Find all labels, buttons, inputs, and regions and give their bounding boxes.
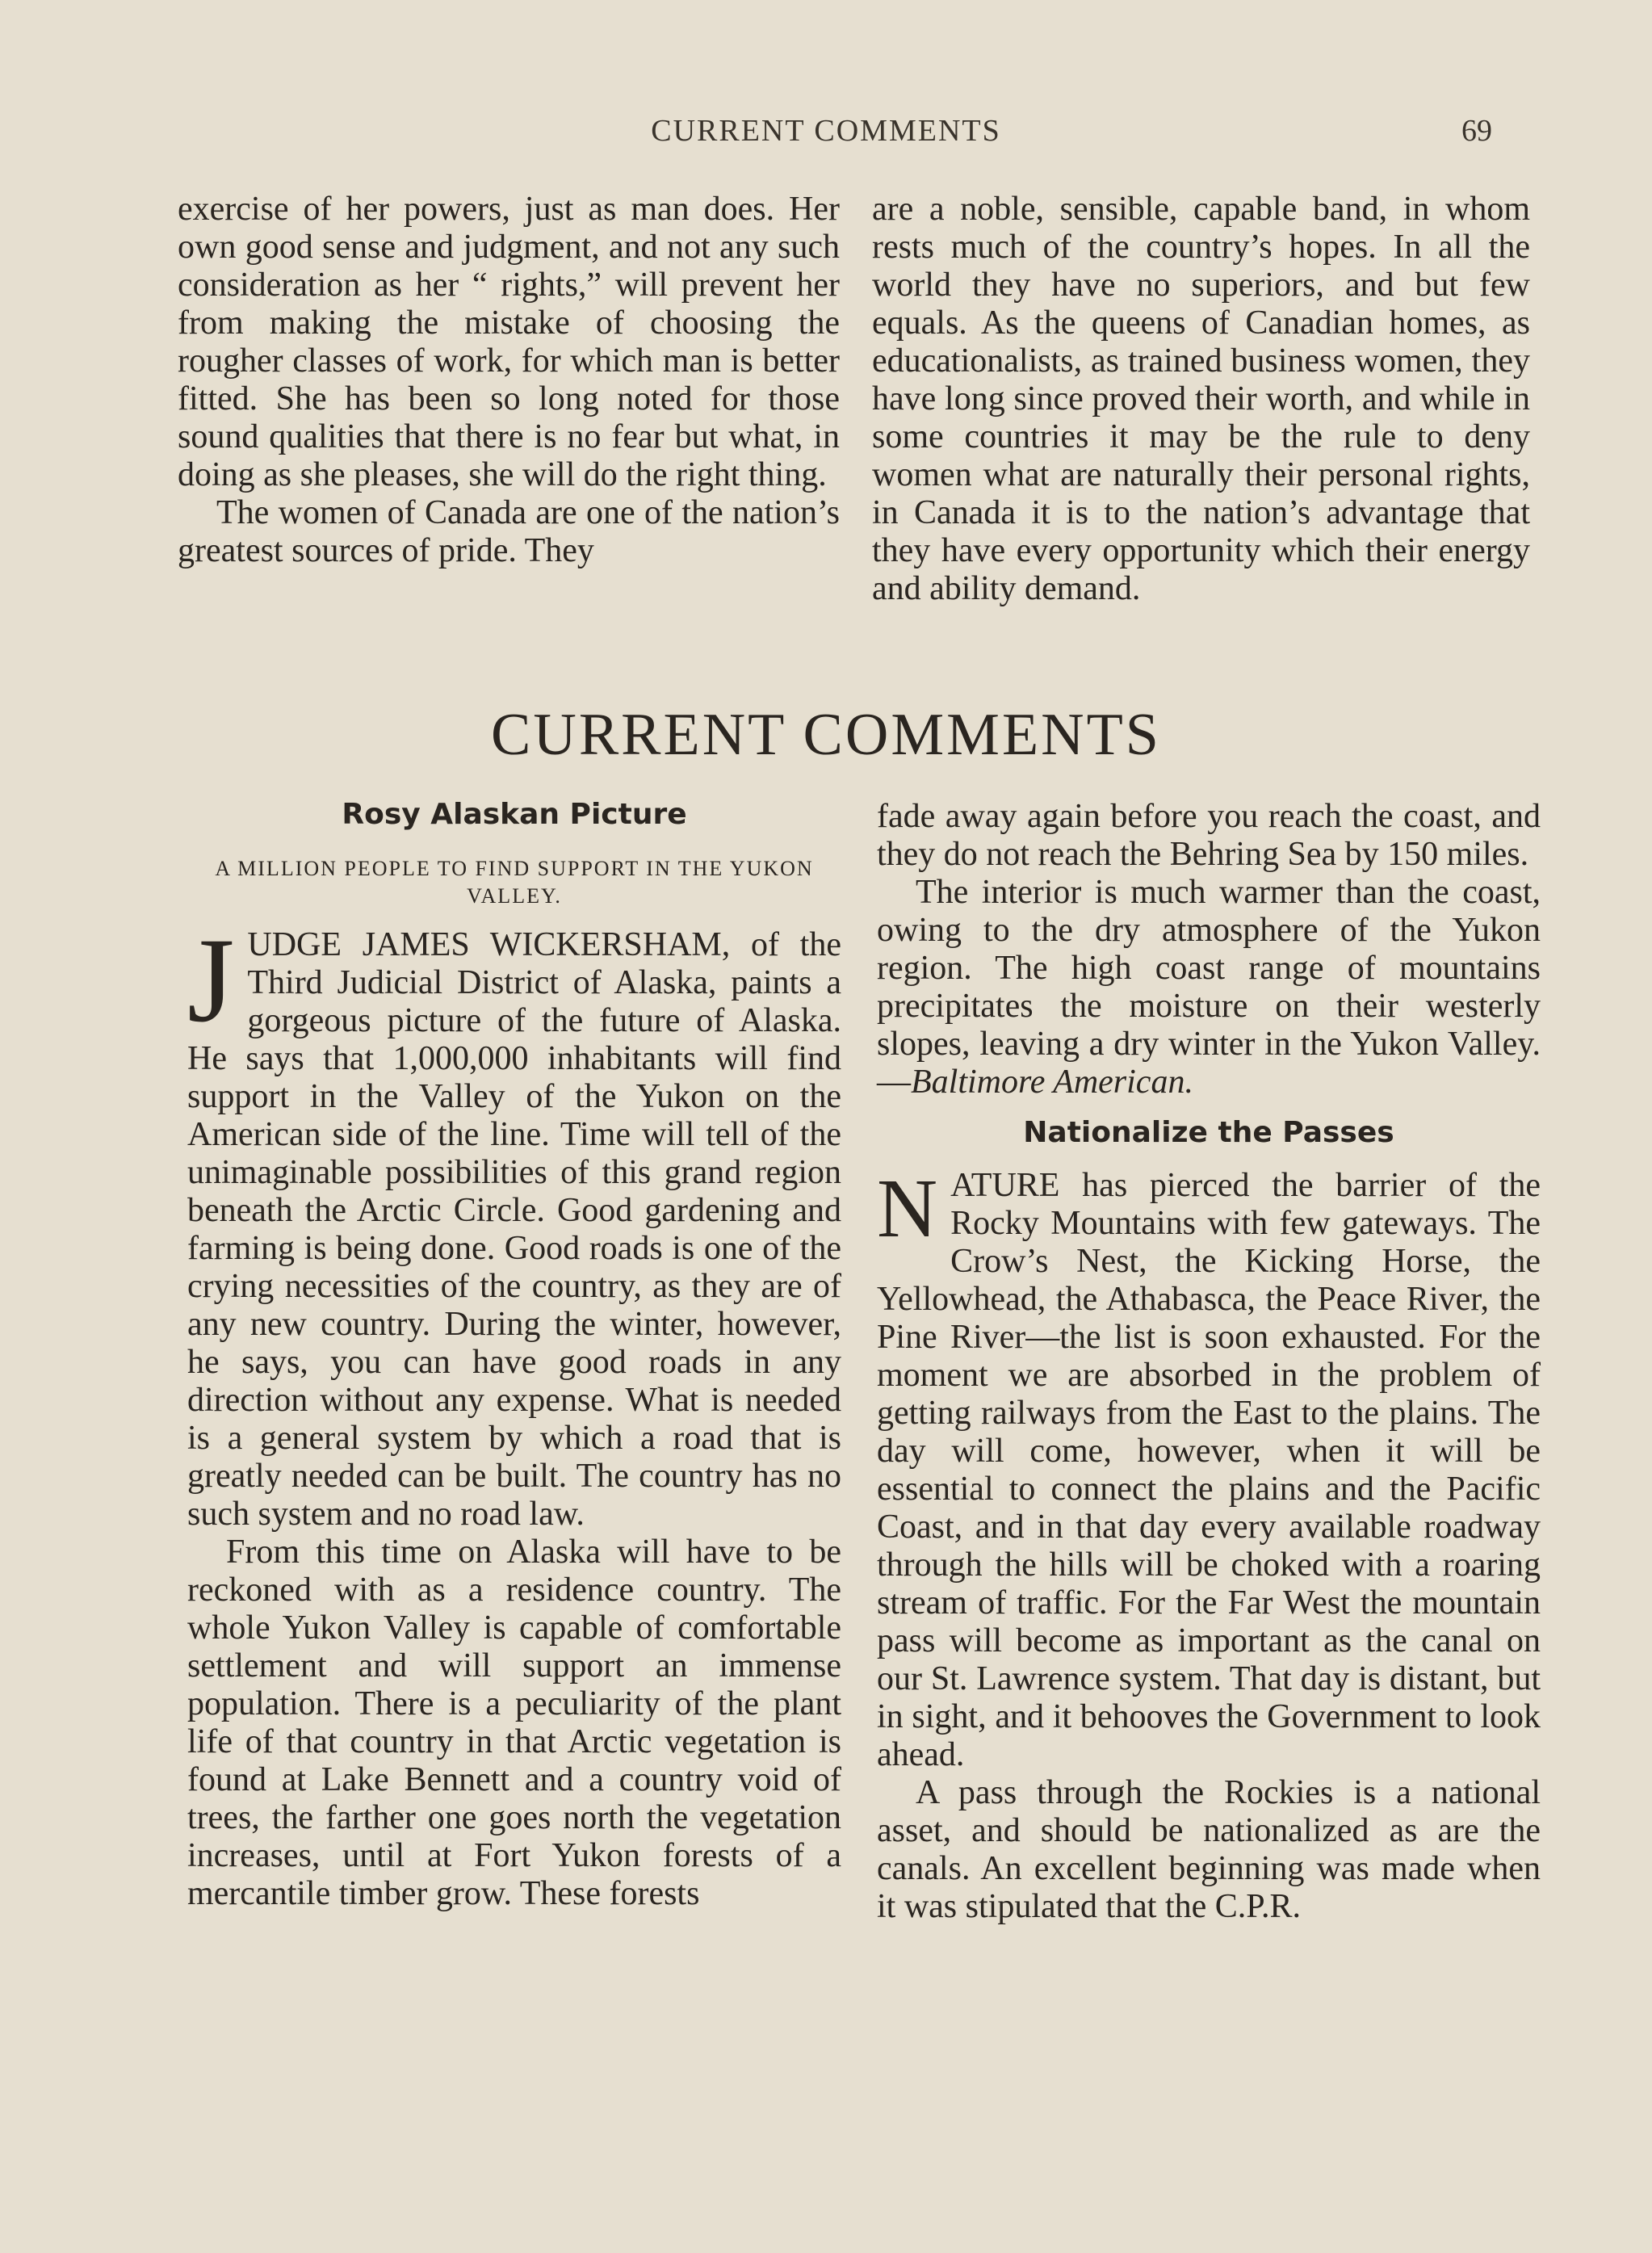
bottom-right-column	[877, 798, 1541, 1926]
article-1-paragraph-4-text: The interior is much warmer than the coast, owing to the dry atmosphere of the Yukon region. The high coast range of mountains precipitates the moisture on their westerly slopes, leaving a dry winter in the Yukon Valley.—	[877, 874, 1541, 1101]
article-title-rosy-alaskan-picture: Rosy Alaskan Picture	[342, 798, 687, 831]
article-2-paragraph-1-text: ATURE has pierced the barrier of the Rocky Mountains with few gateways. The Crow’s Nest, the Kicking Horse, the Yellowhead, the Athabasca, the Peace River, the Pine River—the list is soon exhausted. For the moment we are absorbed in the problem of getting railways from the East to the plains. The day will come, however, when it will be essential to connect the plains and the Pacific Coast, and in that day every available roadway through the hills will be choked with a roaring stream of traffic. For the Far West the mountain pass will become as important as the canal on our St. Lawrence system. That day is distant, but in sight, and it behooves the Government to look ahead.	[877, 1167, 1541, 1773]
top-left-paragraph-1: exercise of her powers, just as man does. Her own good sense and judgment, and not any such consideration as her “ rights,” will prevent her from making the mistake of choosing the rougher classes of work, for which man is better fitted. She has been so long noted for those sound qualities that there is no fear but what, in doing as she pleases, she will do the right thing.	[178, 191, 840, 493]
top-right-paragraph-1: are a noble, sensible, capable band, in whom rests much of the country’s hopes. In all the world they have no superiors, and but few equals. As the queens of Canadian homes, as educationalists, as trained business women, they have long since proved their worth, and while in some countries it may be the rule to deny women what are naturally their personal rights, in Canada it is to the nation’s advantage that they have every opportunity which their energy and ability demand.	[872, 191, 1530, 607]
article-1-paragraph-2: From this time on Alaska will have to be reckoned with as a residence country. The whole Yukon Valley is capable of comfortable settlement and will support an immense population. There is a peculiarity of the plant life of that country in that Arctic vegetation is found at Lake Bennett and a country void of trees, the farther one goes north the vegetation increases, until at Fort Yukon forests of a mercantile timber grow. These forests	[187, 1533, 841, 1912]
article-dek: A MILLION PEOPLE TO FIND SUPPORT IN THE YUKON VALLEY.	[215, 857, 814, 908]
drop-cap-j: J	[187, 913, 235, 1047]
top-left-column	[178, 191, 840, 570]
drop-cap-n: N	[877, 1162, 938, 1255]
section-heading: CURRENT COMMENTS	[491, 702, 1161, 768]
article-1-paragraph-1	[187, 913, 841, 1533]
page-number: 69	[1461, 114, 1492, 148]
article-2-paragraph-2: A pass through the Rockies is a national asset, and should be nationalized as are the canals. An excellent beginning was made when it was stipulated that the C.P.R.	[877, 1774, 1541, 1925]
article-source-citation: Baltimore American.	[911, 1064, 1193, 1101]
bottom-left-column	[187, 798, 841, 1913]
article-1-paragraph-1-text: UDGE JAMES WICKERSHAM, of the Third Judicial District of Alaska, paints a gorgeous picture of the future of Alaska. He says that 1,000,000 inhabitants will find support in the Valley of the Yukon on the American side of the line. Time will tell of the unimaginable possibilities of this grand region beneath the Arctic Circle. Good gardening and farming is being done. Good roads is one of the crying necessities of the country, as they are of any new country. During the winter, however, he says, you can have good roads in any direction without any expense. What is needed is a general system by which a road that is greatly needed can be built. The country has no such system and no road law.	[187, 926, 841, 1533]
article-2-paragraph-1	[877, 1162, 1541, 1774]
top-left-paragraph-2: The women of Canada are one of the nation’s greatest sources of pride. They	[178, 494, 840, 569]
running-header-title: CURRENT COMMENTS	[651, 114, 1001, 148]
article-1-paragraph-3: fade away again before you reach the coast, and they do not reach the Behring Sea by 150 miles.	[877, 798, 1541, 873]
article-title-nationalize-the-passes: Nationalize the Passes	[1023, 1116, 1394, 1149]
top-right-column	[872, 191, 1530, 608]
article-1-paragraph-4	[877, 874, 1541, 1101]
